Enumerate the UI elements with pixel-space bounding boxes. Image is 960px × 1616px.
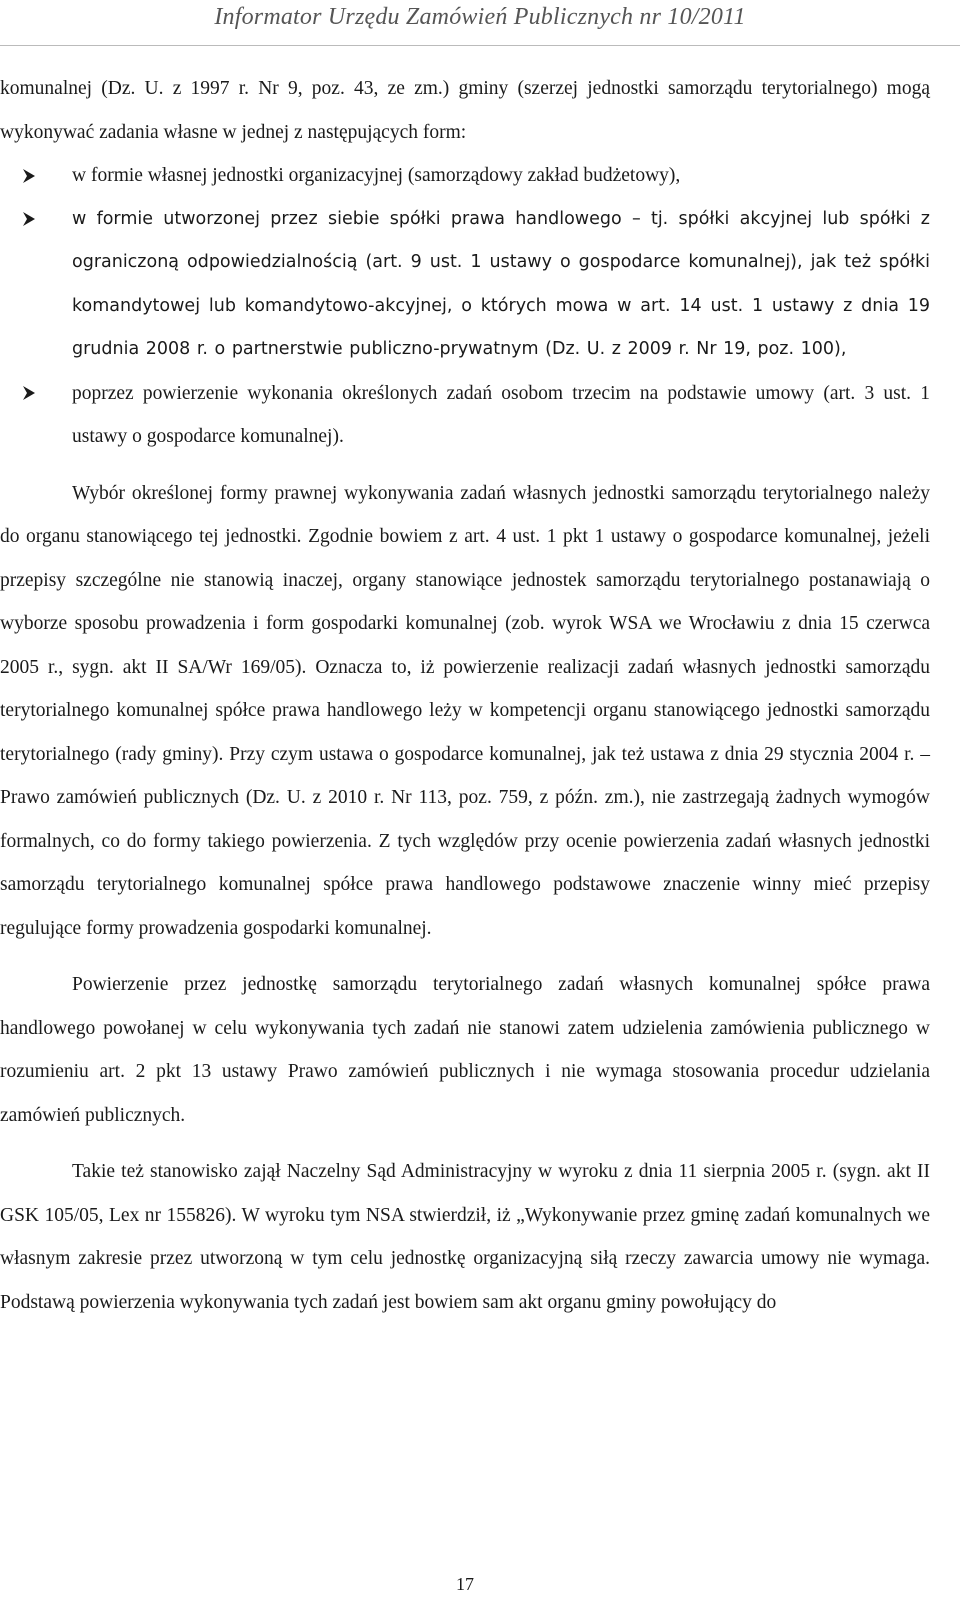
body-paragraph: Powierzenie przez jednostkę samorządu terytorialnego zadań własnych komunalnej spółce prawa handlowego powołanej w celu wykonywania tych zadań nie stanowi zatem udzielenia zamówienia publicznego w rozumieniu art. 2 pkt 13 ustawy Prawo zamówień publicznych i nie wymaga stosowania procedur udzielania zamówień publicznych. xyxy=(0,974,930,1126)
list-item-text: poprzez powierzenie wykonania określonych zadań osobom trzecim na podstawie umowy (art. 3 ust. 1 ustawy o gospodarce komunalnej). xyxy=(72,382,930,447)
body-paragraph: Wybór określonej formy prawnej wykonywania zadań własnych jednostki samorządu terytorialnego należy do organu stanowiącego tej jednostki. Zgodnie bowiem z art. 4 ust. 1 pkt 1 ustawy o gospodarce komunalnej, jeżeli przepisy szczególne nie stanowią inaczej, organy stanowiące jednostek samorządu terytorialnego postanawiają o wyborze sposobu prowadzenia i form gospodarki komunalnej (zob. wyrok WSA we Wrocławiu z dnia 15 czerwca 2005 r., sygn. akt II SA/Wr 169/05). Oznacza to, iż powierzenie realizacji zadań własnych jednostki samorządu terytorialnego komunalnej spółce prawa handlowego leży w kompetencji organu stanowiącego jednostki samorządu terytorialnego (rady gminy). Przy czym ustawa o gospodarce komunalnej, jak też ustawa z dnia 29 stycznia 2004 r. – Prawo zamówień publicznych (Dz. U. z 2010 r. Nr 113, poz. 759, z późn. zm.), nie zastrzegają żadnych wymogów formalnych, co do formy takiego powierzenia. Z tych względów przy ocenie powierzenia zadań własnych jednostki samorządu terytorialnego komunalnej spółce prawa handlowego podstawowe znaczenie winny mieć przepisy regulujące formy prowadzenia gospodarki komunalnej. xyxy=(0,482,930,939)
header-divider xyxy=(0,45,960,46)
list-item xyxy=(0,154,930,198)
intro-paragraph: komunalnej (Dz. U. z 1997 r. Nr 9, poz. 43, ze zm.) gminy (szerzej jednostki samorządu terytorialnego) mogą wykonywać zadania własne w jednej z następujących form: xyxy=(0,78,930,143)
list-item-text: w formie utworzonej przez siebie spółki prawa handlowego – tj. spółki akcyjnej lub spółki z ograniczoną odpowiedzialnością (art. 9 ust. 1 ustawy o gospodarce komunalnej), jak też spółki komandytowej lub komandytowo-akcyjnej, o których mowa w art. 14 ust. 1 ustawy z dnia 19 grudnia 2008 r. o partnerstwie publiczno-prywatnym (Dz. U. z 2009 r. Nr 19, poz. 100), xyxy=(72,208,930,359)
arrowhead-bullet-icon xyxy=(22,154,38,198)
forms-list xyxy=(0,154,930,459)
body-paragraph: Takie też stanowisko zajął Naczelny Sąd Administracyjny w wyroku z dnia 11 sierpnia 2005 r. (sygn. akt II GSK 105/05, Lex nr 155826). W wyroku tym NSA stwierdził, iż „Wykonywanie przez gminę zadań komunalnych we własnym zakresie przez utworzoną w tym celu jednostkę organizacyjną siłą rzeczy zawarcia umowy nie wymaga. Podstawą powierzenia wykonywania tych zadań jest bowiem sam akt organu gminy powołujący do xyxy=(0,1161,930,1313)
publication-header: Informator Urzędu Zamówień Publicznych nr 10/2011 xyxy=(214,4,746,30)
list-item xyxy=(0,198,930,372)
arrowhead-bullet-icon xyxy=(22,198,38,242)
list-item-text: w formie własnej jednostki organizacyjnej (samorządowy zakład budżetowy), xyxy=(72,165,681,186)
document-body xyxy=(0,67,930,1324)
page-number: 17 xyxy=(456,1574,474,1594)
list-item xyxy=(0,372,930,459)
arrowhead-bullet-icon xyxy=(22,372,38,416)
